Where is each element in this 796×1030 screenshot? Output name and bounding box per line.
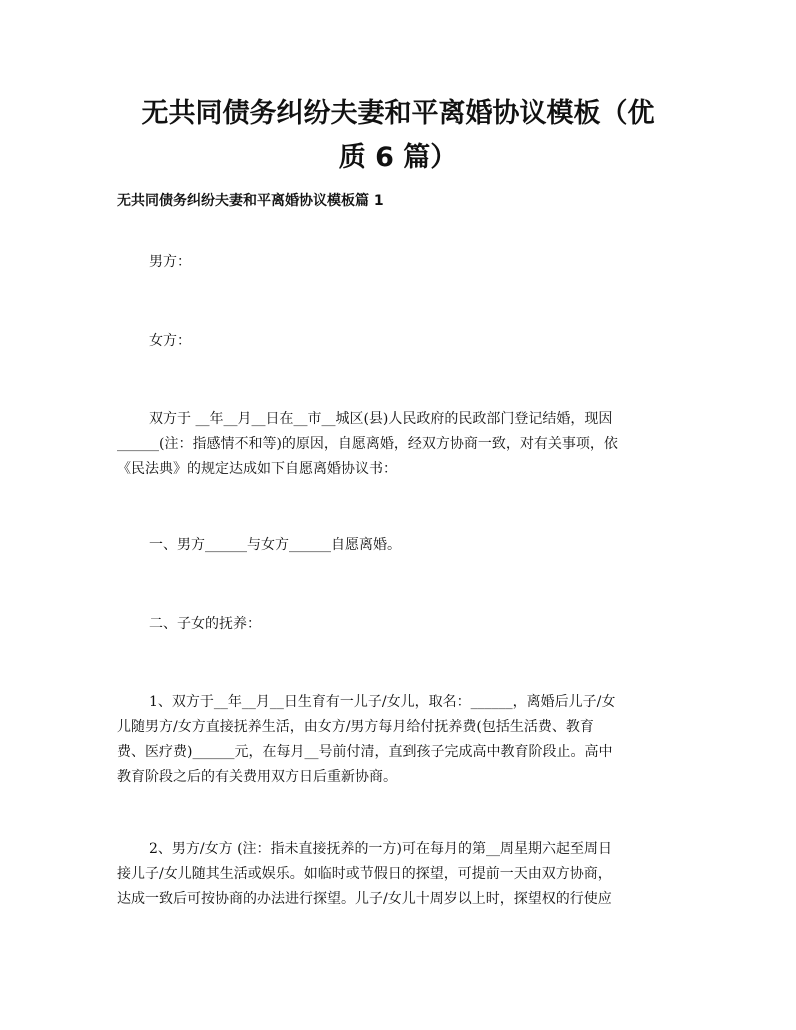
document-title-line-1: 无共同债务纠纷夫妻和平离婚协议模板（优 (141, 98, 655, 129)
item-1-line: 儿随男方/女方直接抚养生活，由女方/男方每月给付抚养费(包括生活费、教育 (117, 719, 594, 735)
document-title-line-2: 质 6 篇） (338, 142, 458, 173)
item-2-line: 接儿子/女儿随其生活或娱乐。如临时或节假日的探望，可提前一天由双方协商， (117, 866, 612, 882)
male-party-label: 男方： (149, 254, 191, 270)
female-party-label: 女方： (149, 333, 191, 349)
child-custody-item-1 (117, 690, 683, 790)
clause-1: 一、男方______与女方______自愿离婚。 (149, 537, 401, 553)
visitation-item-2 (117, 837, 683, 912)
item-2-line: 达成一致后可按协商的办法进行探望。儿子/女儿十周岁以上时，探望权的行使应 (117, 891, 612, 907)
clause-2-heading: 二、子女的抚养： (149, 616, 261, 632)
item-1-line: 教育阶段之后的有关费用双方日后重新协商。 (117, 769, 397, 785)
section-heading: 无共同债务纠纷夫妻和平离婚协议模板篇 1 (117, 193, 384, 209)
intro-line: 双方于 __年__月__日在__市__城区(县)人民政府的民政部门登记结婚，现因 (149, 411, 613, 427)
item-1-line: 1、双方于__年__月__日生育有一儿子/女儿，取名：______，离婚后儿子/女 (149, 694, 616, 710)
intro-paragraph (117, 407, 683, 482)
item-2-line: 2、男方/女方 (注：指未直接抚养的一方)可在每月的第__周星期六起至周日 (149, 841, 612, 857)
item-1-line: 费、医疗费)______元，在每月__号前付清，直到孩子完成高中教育阶段止。高中 (117, 744, 613, 760)
intro-line: 《民法典》的规定达成如下自愿离婚协议书： (117, 461, 397, 477)
intro-line: ______(注：指感情不和等)的原因，自愿离婚，经双方协商一致，对有关事项，依 (117, 436, 618, 452)
